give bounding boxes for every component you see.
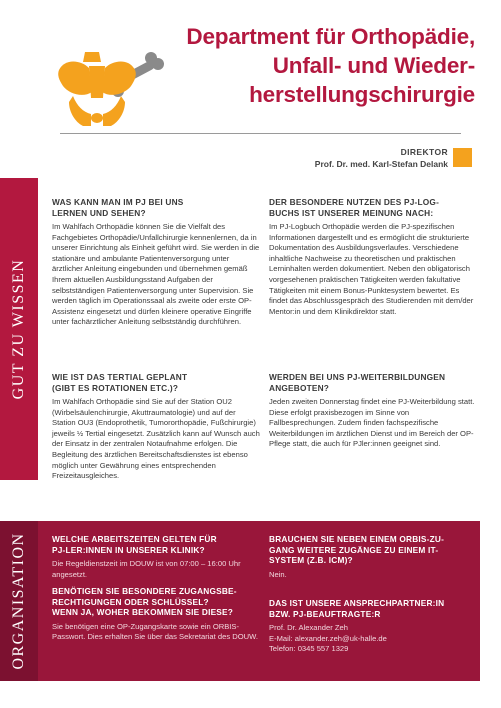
faq-heading: WIE IST DAS TERTIAL GEPLANT (GIBT ES ROTATIONEN ETC.)? bbox=[52, 372, 188, 393]
faq-body: Im Wahlfach Orthopädie können Sie die Vielfalt des Fachgebietes Orthopädie/Unfallchirurgie kennenlernen, da in unserer Einrichtung als Einheit geführt wird. Sie werden in die stationäre und ambulante Patientenversorgung unter ärztlicher Anleitung eingebunden und übernehmen gemäß Ihrem aktuellen Ausbildungsstand Aufgaben der selbstständigen Patientenversorgung unter Supervision. Sie werden täglich im Operationssaal als zweite oder erste OP-Assistenz eingesetzt und dürfen kleinere operative Eingriffe unter fachärztlicher Anleitung selbstständig durchführen. bbox=[52, 222, 260, 327]
faq-body: Im PJ-Logbuch Orthopädie werden die PJ-spezifischen Informationen dargestellt und es ermöglicht die strukturierte Dokumentation des Ausbildungsverlaufes. Verschiedene inhaltliche Nachweise zu theoretischen und praktischen Lerninhalten werden dokumentiert. Neben den obligatorisch vorgesehenen praktischen Tätigkeiten werden fakultative Tätigkeiten mit einem Bonus-Punktesystem bewertet. Es findet das Abschlussgespräch des Studierenden mit dem/der Mentor:in und dem Klinikdirektor statt. bbox=[269, 222, 474, 316]
section-label-wissen: GUT ZU WISSEN bbox=[0, 178, 38, 480]
accent-square bbox=[453, 148, 472, 167]
director-block: DIREKTOR Prof. Dr. med. Karl-Stefan Delank bbox=[314, 147, 448, 169]
faq-block-tertial bbox=[52, 372, 260, 485]
contact-phone[interactable]: Telefon: 0345 557 1329 bbox=[269, 644, 349, 654]
faq-block-zugang bbox=[52, 586, 260, 646]
faq-block-weiterbildung bbox=[269, 372, 475, 453]
faq-heading: WAS KANN MAN IM PJ BEI UNS LERNEN UND SEHEN? bbox=[52, 197, 184, 218]
faq-body: Nein. bbox=[269, 569, 287, 579]
faq-heading: DAS IST UNSERE ANSPRECHPARTNER:IN BZW. PJ-BEAUFTRAGTE:R bbox=[269, 598, 445, 619]
faq-block-it-system bbox=[269, 534, 475, 583]
faq-block-ansprechpartner bbox=[269, 598, 475, 655]
faq-body: Jeden zweiten Donnerstag findet eine PJ-Weiterbildung statt. Diese erfolgt praxisbezogen im Sinne von Fallbesprechungen. Zudem finden fachspezifische Weiterbildungen im ärztlichen Dienst und im Bereich der OP-Pflege statt, die auch für PJler:innen geeignet sind. bbox=[269, 397, 475, 449]
header-divider bbox=[60, 133, 461, 134]
contact-name: Prof. Dr. Alexander Zeh bbox=[269, 623, 348, 632]
pelvis-icon bbox=[58, 52, 136, 126]
faq-heading: DER BESONDERE NUTZEN DES PJ-LOG- BUCHS IST UNSERER MEINUNG NACH: bbox=[269, 197, 440, 218]
faq-block-arbeitszeiten bbox=[52, 534, 260, 583]
section-label-organisation: ORGANISATION bbox=[0, 521, 38, 681]
faq-heading: BENÖTIGEN SIE BESONDERE ZUGANGSBE- RECHTIGUNGEN ODER SCHLÜSSEL? WENN JA, WOHER BEKOMMEN SIE DIESE? bbox=[52, 586, 237, 617]
faq-block-lernen bbox=[52, 197, 260, 331]
faq-heading: WERDEN BEI UNS PJ-WEITERBILDUNGEN ANGEBOTEN? bbox=[269, 372, 446, 393]
faq-block-logbuch bbox=[269, 197, 475, 320]
faq-body: Im Wahlfach Orthopädie sind Sie auf der Station OU2 (Wirbelsäulenchirurgie, Akuttraumatologie) und auf der Station OU3 (Endoprothetik, Tumororthopädie, Fußchirurgie) jeweils ½ Tertial eingesetzt. Zusätzlich kann auf Wunsch auch der Einsatz in der zentralen Notaufnahme erfolgen. Die Begleitung des ärztlichen Bereitschaftsdienstes ist ebenso möglich unter Gewährung eines entsprechenden Freizeitausgleiches. bbox=[52, 397, 260, 481]
contact-email[interactable]: E-Mail: alexander.zeh@uk-halle.de bbox=[269, 633, 387, 643]
faq-heading: WELCHE ARBEITSZEITEN GELTEN FÜR PJ-LER:INNEN IN UNSERER KLINIK? bbox=[52, 534, 217, 555]
page-title: Department für Orthopädie, Unfall- und Wieder- herstellungschirurgie bbox=[186, 24, 475, 107]
faq-body: Die Regeldienstzeit im DOUW ist von 07:00 – 16:00 Uhr angesetzt. bbox=[52, 559, 241, 579]
skeleton-pelvis-bone-icon bbox=[55, 46, 170, 131]
faq-body: Sie benötigen eine OP-Zugangskarte sowie ein ORBIS-Passwort. Dies erhalten Sie über das Sekretariat des DOUW. bbox=[52, 621, 258, 642]
faq-heading: BRAUCHEN SIE NEBEN EINEM ORBIS-ZU- GANG WEITERE ZUGÄNGE ZU EINEM IT- SYSTEM (Z.B. ICM)? bbox=[269, 534, 445, 565]
